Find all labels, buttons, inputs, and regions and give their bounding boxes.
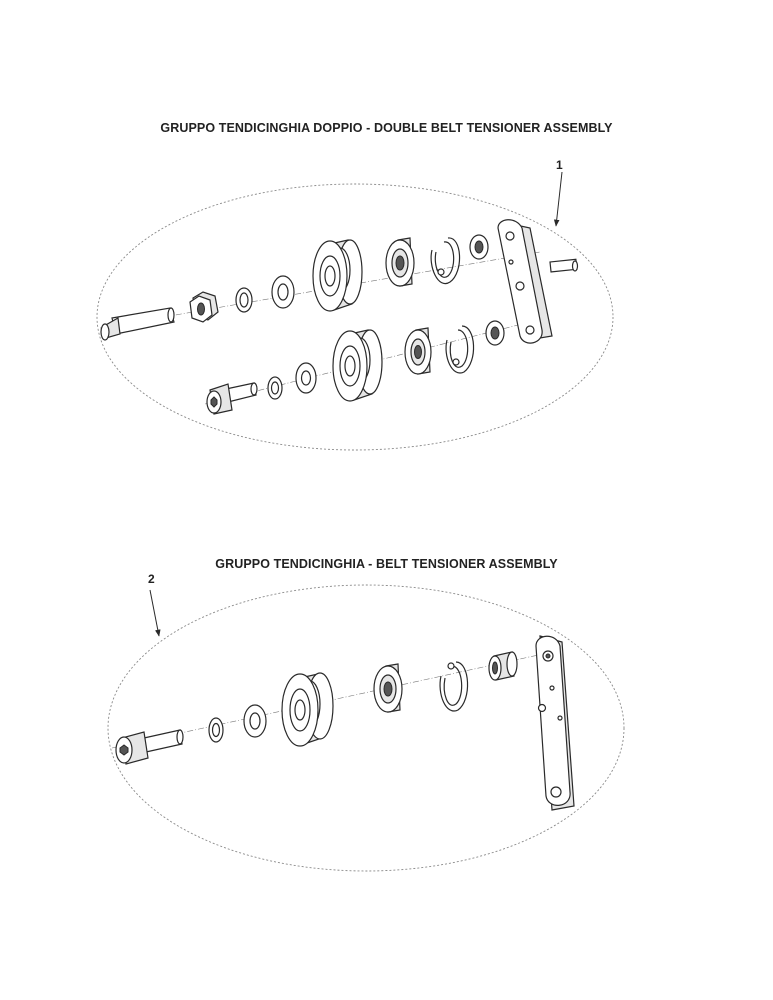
circlip-icon (446, 326, 474, 373)
tensioner-arm-plate-icon (498, 220, 578, 343)
assembly-2-callout: 2 (148, 572, 155, 586)
pulley-icon (282, 673, 333, 746)
ball-bearing-icon (405, 328, 431, 374)
spring-washer-icon (209, 718, 223, 742)
assembly-1-diagram (97, 172, 613, 450)
tensioner-arm-plate-icon (536, 636, 574, 810)
assembly-2-title: GRUPPO TENDICINGHIA - BELT TENSIONER ASSEMBLY (215, 557, 558, 571)
assembly-1-leader-arrow (556, 172, 562, 226)
assembly-1-title: GRUPPO TENDICINGHIA DOPPIO - DOUBLE BELT TENSIONER ASSEMBLY (160, 121, 613, 135)
pulley-icon (313, 240, 362, 311)
flat-washer-icon (296, 363, 316, 393)
flat-washer-icon (244, 705, 266, 737)
ball-bearing-icon (386, 238, 414, 286)
circlip-icon (440, 662, 468, 711)
socket-head-screw-icon (207, 383, 257, 414)
bushing-icon (470, 235, 488, 259)
circlip-icon (431, 238, 459, 284)
bushing-icon (486, 321, 504, 345)
socket-head-screw-icon (116, 730, 183, 764)
flat-washer-icon (272, 276, 294, 308)
assembly-1-callout: 1 (556, 158, 563, 172)
assembly-2-leader-arrow (150, 590, 159, 636)
ball-bearing-icon (374, 664, 402, 712)
flat-head-screw-icon (101, 308, 174, 340)
assembly-2-diagram (108, 585, 624, 871)
pulley-icon (333, 330, 382, 401)
spring-washer-icon (236, 288, 252, 312)
bushing-icon (489, 652, 517, 680)
spring-washer-icon (268, 377, 282, 399)
hex-nut-icon (190, 292, 218, 322)
